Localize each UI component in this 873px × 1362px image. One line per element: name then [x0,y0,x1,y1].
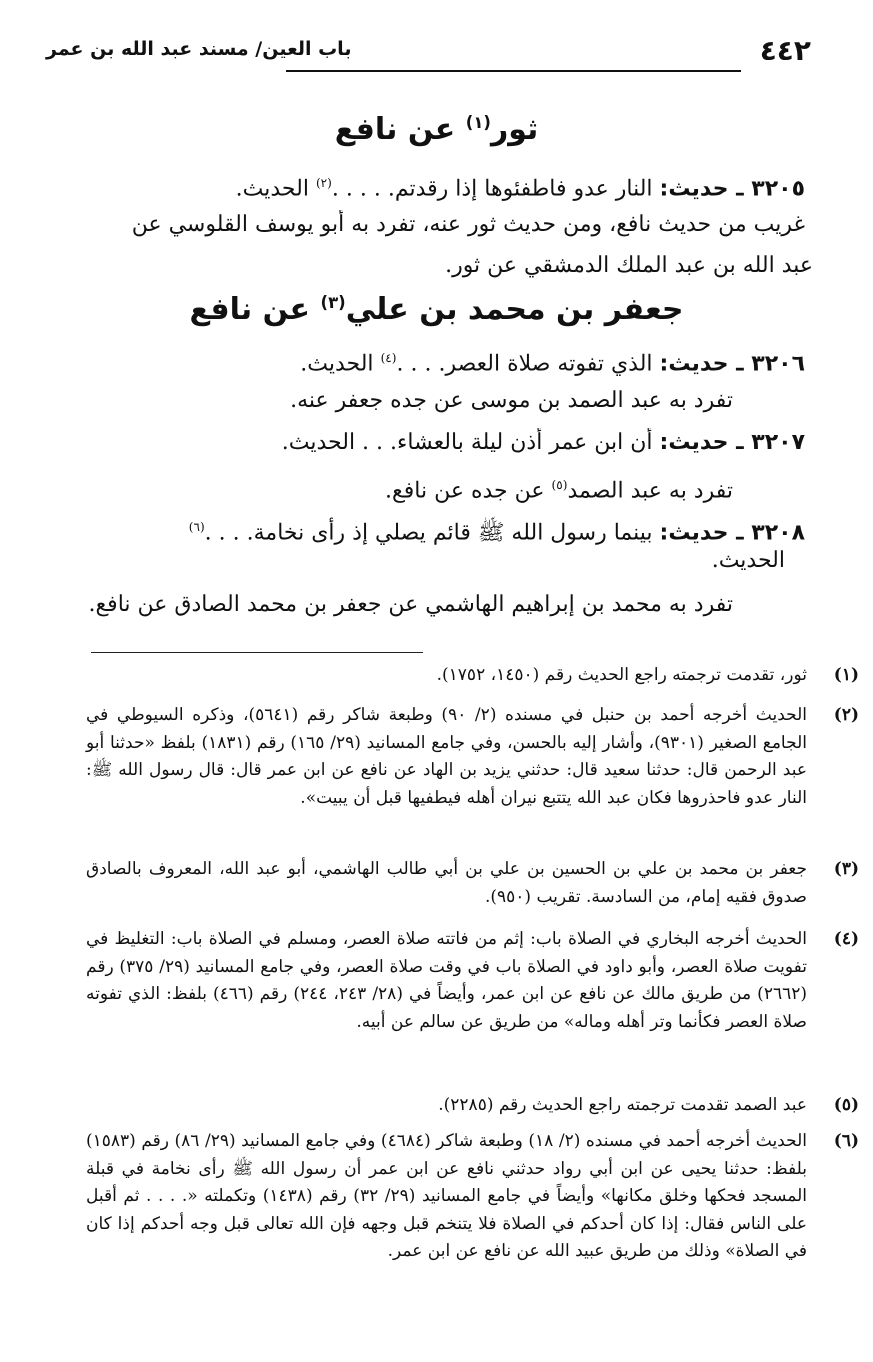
footnote-number: (٦) [833,1131,859,1151]
footnote-number: (١) [833,665,859,685]
hadith-3207-note [80,470,733,506]
section-heading-jafar [60,292,813,327]
footnote-separator [91,652,423,653]
footnote-ref: (٦) [188,520,205,534]
heading-text: جعفر بن محمد بن علي [345,292,684,327]
footnote-ref: (٣) [320,293,346,312]
note-line-1: غريب من حديث نافع، ومن حديث ثور عنه، تفرد به أبو يوسف القلوسي عن [131,212,805,237]
footnote-2 [86,702,859,812]
heading-text: ثور [490,112,539,147]
footnote-text: الحديث أخرجه أحمد في مسنده (٢/ ١٨) وطبعة شاكر (٤٦٨٤) وفي جامع المسانيد (٢٩/ ٨٦) رقم (١٥٨٣) بلفظ: حدثنا يحيى عن ابن أبي رواد حدثني نافع عن ابن عمر أن رسول الله ﷺ رأى نخامة في قبلة المسجد فحكها وخلق مكانها» وأيضاً في جامع المسانيد (٢٩/ ٣٢) رقم (١٤٣٨) وتكملته «. . . . ثم أقبل على الناس فقال: إذا كان أحدكم في الصلاة فلا يتنخم قبل وجهه فإن الله تعالى قبل وجه أحدكم إذا كان في الصلاة» وذلك من طريق عبيد الله عن نافع عن ابن عمر. [86,1131,807,1261]
hadith-3205 [80,168,805,204]
hadith-3208-tail: الحديث. [711,548,785,573]
page-header [46,28,811,68]
hadith-3206 [80,343,805,379]
section-heading-thawr [60,112,813,147]
running-head: باب العين/ مسند عبد الله بن عمر [46,38,352,60]
footnote-text: الحديث أخرجه البخاري في الصلاة باب: إثم من فاتته صلاة العصر، ومسلم في الصلاة باب: التغليظ في تفويت صلاة العصر، وأبو داود في الصلاة باب في وقت صلاة العصر، وفي جامع المسانيد (٢٩/ ٣٧٥) رقم (٢٦٦٢) من طريق مالك عن نافع عن ابن عمر، وأيضاً في (٢٨/ ٢٤٣، ٢٤٤) رقم (٤٦٦) بلفظ: الذي تفوته صلاة العصر فكأنما وتر أهله وماله» من طريق عن سالم عن أبيه. [86,929,807,1032]
footnote-text: الحديث أخرجه أحمد بن حنبل في مسنده (٢/ ٩٠) وطبعة شاكر رقم (٥٦٤١)، وذكره السيوطي في الجامع الصغير (٩٣٠١)، وأشار إليه بالحسن، وفي جامع المسانيد (٢٩/ ١٦٥) رقم (١٨٣١) بلفظ «حدثنا أبو عبد الرحمن قال: حدثنا سعيد قال: حدثني يزيد بن الهاد عن نافع عن ابن عمر قال: قال رسول الله ﷺ: النار عدو فاحذروها فكان عبد الله يتتبع نيران أهله فيطفيها قبل أن يبيت». [86,705,807,808]
footnote-number: (٤) [833,929,859,949]
footnote-number: (٢) [833,705,859,725]
note-text: عن جده عن نافع. [385,478,545,504]
footnote-ref: (٢) [315,176,332,190]
footnote-text: جعفر بن محمد بن علي بن الحسين بن علي بن أبي طالب الهاشمي، أبو عبد الله، المعروف بالصادق صدوق فقيه إمام، من السادسة. تقريب (٩٥٠). [86,859,807,907]
hadith-text: أن ابن عمر أذن ليلة بالعشاء. . . الحديث. [281,430,653,455]
footnote-1 [86,662,859,690]
footnote-4 [86,926,859,1036]
hadith-3208 [80,512,805,548]
note-text: تفرد به عبد الصمد [567,478,733,504]
footnote-ref: (١) [465,113,491,132]
footnote-6 [86,1128,859,1266]
hadith-label: ٣٢٠٦ ـ حديث: [659,351,805,377]
hadith-3208-note: تفرد به محمد بن إبراهيم الهاشمي عن جعفر بن محمد الصادق عن نافع. [88,592,733,617]
hadith-text: النار عدو فاطفئوها إذا رقدتم. . . . . [331,176,653,202]
hadith-text: الذي تفوته صلاة العصر. . . . [396,351,653,377]
heading-tail: عن نافع [334,112,456,147]
page-number: ٤٤٢ [759,34,811,67]
footnote-ref: (٥) [551,478,568,492]
footnote-ref: (٤) [380,351,397,365]
hadith-3206-note: تفرد به عبد الصمد بن موسى عن جده جعفر عنه. [290,388,733,413]
footnote-text: عبد الصمد تقدمت ترجمته راجع الحديث رقم (٢٢٨٥). [438,1095,807,1115]
note-line-2: عبد الله بن عبد الملك الدمشقي عن ثور. [445,253,813,278]
hadith-label: ٣٢٠٥ ـ حديث: [659,176,805,202]
hadith-label: ٣٢٠٨ ـ حديث: [659,520,805,546]
hadith-3207 [80,428,805,458]
header-rule [286,70,741,72]
footnote-number: (٥) [833,1095,859,1115]
footnote-5 [86,1092,859,1120]
hadith-label: ٣٢٠٧ ـ حديث: [659,430,805,455]
footnote-number: (٣) [833,859,859,879]
hadith-tail: الحديث. [235,176,309,202]
hadith-tail: الحديث. [300,351,374,377]
footnote-3 [86,856,859,911]
footnote-text: ثور، تقدمت ترجمته راجع الحديث رقم (١٤٥٠، ١٧٥٢). [436,665,807,685]
heading-tail: عن نافع [189,292,311,327]
hadith-text: بينما رسول الله ﷺ قائم يصلي إذ رأى نخامة. . . . [204,520,653,546]
